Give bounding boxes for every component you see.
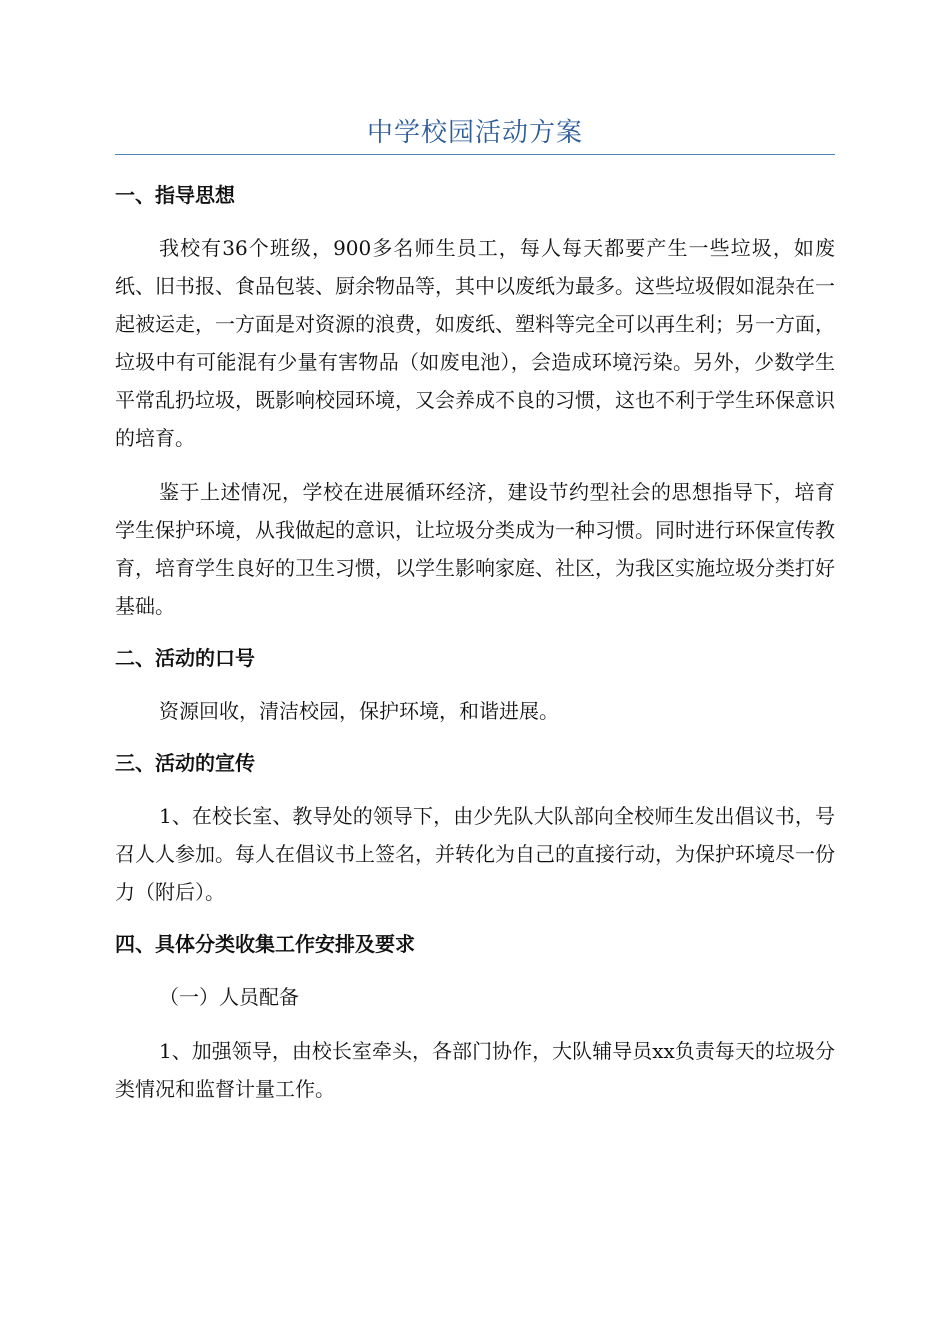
document-title: 中学校园活动方案	[366, 118, 583, 148]
section-heading-work-arrangement: 四、具体分类收集工作安排及要求	[115, 932, 415, 956]
paragraph: 1、在校长室、教导处的领导下，由少先队大队部向全校师生发出倡议书，号召人人参加。每人在倡议书上签名，并转化为自己的直接行动，为保护环境尽一份力（附后）。	[115, 804, 835, 904]
section-heading-publicity: 三、活动的宣传	[115, 751, 255, 775]
paragraph: 1、加强领导，由校长室牵头，各部门协作，大队辅导员xx负责每天的垃圾分类情况和监督计量工作。	[115, 1039, 835, 1101]
section-heading-slogan: 二、活动的口号	[115, 646, 255, 670]
document-body	[115, 178, 835, 1124]
paragraph: 我校有36个班级，900多名师生员工，每人每天都要产生一些垃圾，如废纸、旧书报、食品包装、厨余物品等，其中以废纸为最多。这些垃圾假如混杂在一起被运走，一方面是对资源的浪费，如废纸、塑料等完全可以再生利；另一方面，垃圾中有可能混有少量有害物品（如废电池），会造成环境污染。另外，少数学生平常乱扔垃圾，既影响校园环境，又会养成不良的习惯，这也不利于学生环保意识的培育。	[115, 236, 835, 450]
slogan-text: 资源回收，清洁校园，保护环境，和谐进展。	[159, 699, 559, 723]
title-underline	[115, 154, 835, 155]
paragraph: 鉴于上述情况，学校在进展循环经济，建设节约型社会的思想指导下，培育学生保护环境，从我做起的意识，让垃圾分类成为一种习惯。同时进行环保宣传教育，培育学生良好的卫生习惯，以学生影响家庭、社区，为我区实施垃圾分类打好基础。	[115, 480, 835, 618]
section-heading-guiding-ideology: 一、指导思想	[115, 183, 235, 207]
sub-heading-staffing: （一）人员配备	[159, 985, 299, 1009]
